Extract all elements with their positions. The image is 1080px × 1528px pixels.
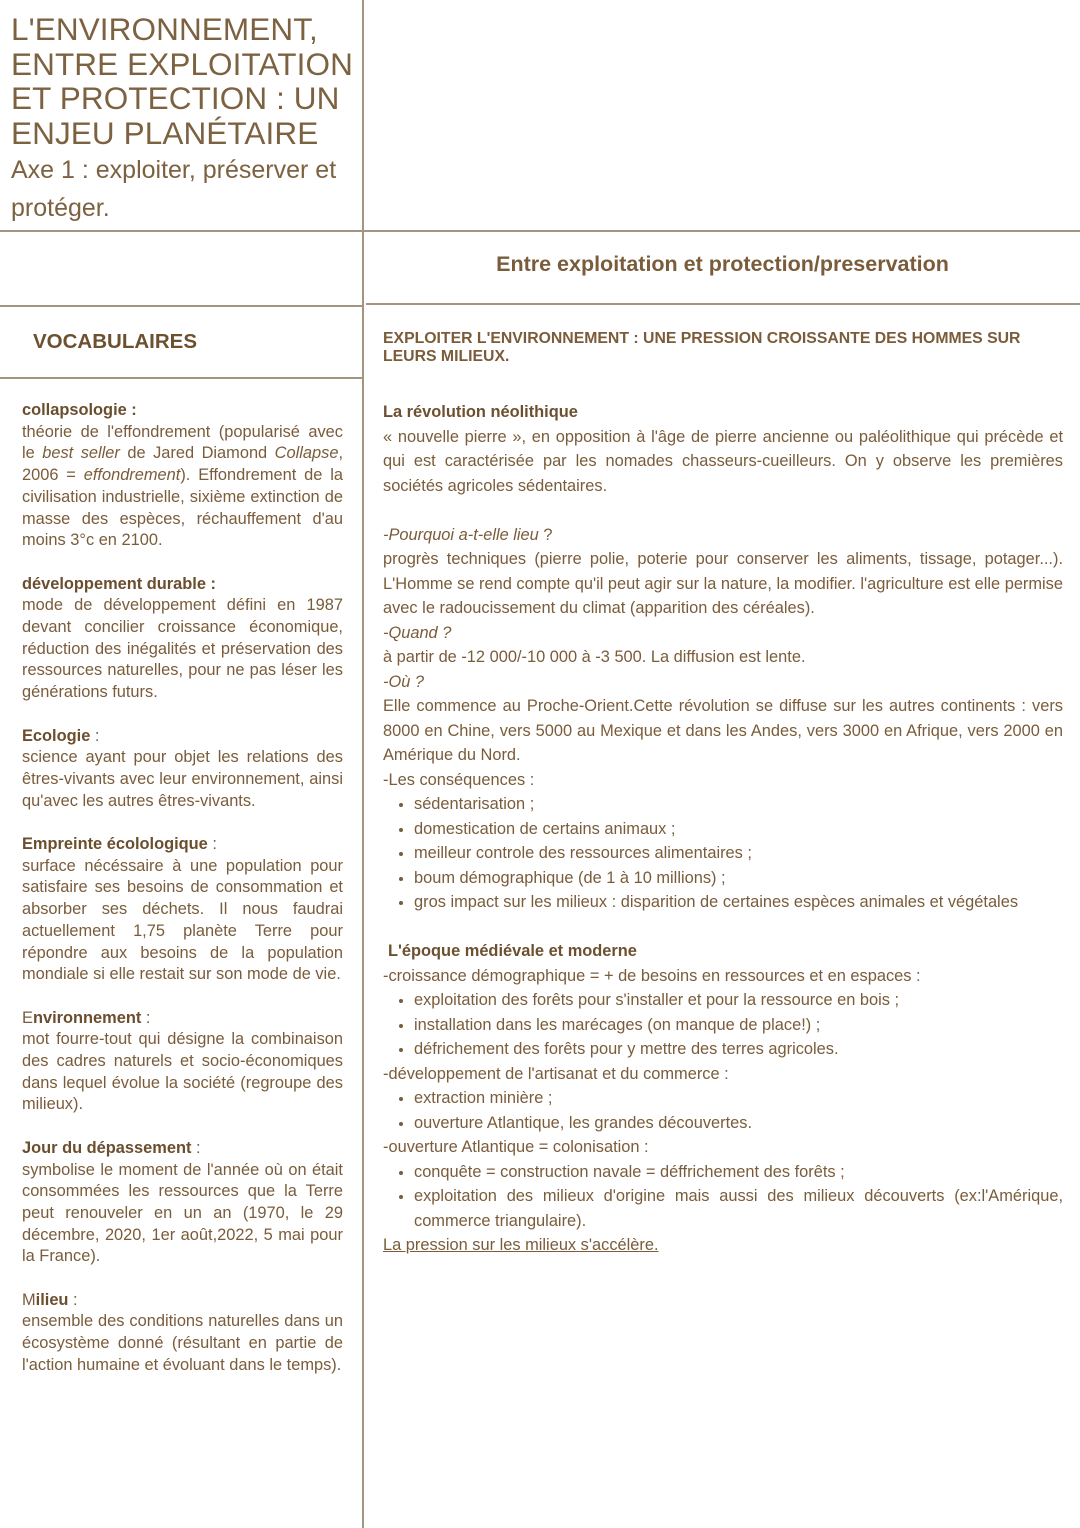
term-name: nvironnement	[32, 1008, 142, 1027]
vocab-term: Empreinte écolologique : surface nécéssaire à une population pour satisfaire ses besoins de consommation et absorber ses déchets. Il nous faudrai actuellement 1,75 planète Terre pour répondre aux besoins de la population mondiale si elle restait sur son mode de vie.	[22, 834, 343, 986]
header-divider	[0, 230, 1080, 232]
term-definition: science ayant pour objet les relations des êtres-vivants avec leur environnement, ainsi qu'avec les autres êtres-vivants.	[22, 748, 343, 810]
consequences-list	[383, 792, 1063, 915]
list-item: • meilleur controle des ressources alimentaires ;	[414, 841, 1063, 866]
vocab-term	[22, 400, 343, 552]
vocab-term: Jour du dépassement : symbolise le moment de l'année où on était consommées les ressources que la Terre peut renouveler en un an (1970, le 29 décembre, 2020, 1er août,2022, 5 mai pour la France).	[22, 1138, 343, 1268]
term-definition: mot fourre-tout qui désigne la combinaison des cadres naturels et socio-économiques dans lequel évolue la société (regroupe des milieux).	[22, 1030, 343, 1114]
term-definition: symbolise le moment de l'année où on était consommées les ressources que la Terre peut renouveler en un an (1970, le 29 décembre, 2020, 1er août,2022, 5 mai pour la France).	[22, 1160, 343, 1266]
title-line: ENTRE EXPLOITATION	[11, 45, 353, 82]
left-subheader-divider	[0, 305, 362, 307]
group-label: -croissance démographique = + de besoins en ressources et en espaces :	[383, 966, 921, 985]
right-subheader-divider	[366, 303, 1080, 305]
vocab-term	[22, 574, 343, 704]
title-line: ET PROTECTION : UN	[11, 80, 340, 116]
conclusion: La pression sur les milieux s'accélère.	[383, 1236, 659, 1254]
main-content	[383, 400, 1063, 1258]
list-item: • exploitation des forêts pour s'installer et pour la ressource en bois ;	[414, 988, 1063, 1013]
term-name: ilieu	[35, 1290, 69, 1309]
group-list	[383, 1086, 1063, 1135]
neolithic-intro: « nouvelle pierre », en opposition à l'âge de pierre ancienne ou paléolithique qui précède et qui est caractérisée par les nomades chasseurs-cueilleurs. On y observe les premières sociétés agricoles sédentaires.	[383, 427, 1063, 495]
term-definition: mode de développement défini en 1987 devant concilier croissance économique, réduction des inégalités et préservation des ressources naturelles, pour ne pas léser les générations futurs.	[22, 596, 343, 702]
list-item: • installation dans les marécages (on manque de place!) ;	[414, 1013, 1063, 1038]
vocab-heading: VOCABULAIRES	[33, 330, 198, 353]
title-line: ENJEU PLANÉTAIRE	[11, 114, 319, 151]
where-answer: Elle commence au Proche-Orient.Cette révolution se diffuse sur les autres continents : vers 8000 en Chine, vers 5000 au Mexique et dans les Andes, vers 3000 en Afrique, vers 2000 en Amérique du Nord.	[383, 697, 1063, 764]
why-question: -Pourquoi a-t-elle lieu ?	[383, 525, 553, 544]
vocab-term: Ecologie : science ayant pour objet les relations des êtres-vivants avec leur environnement, ainsi qu'avec les autres êtres-vivants.	[22, 726, 343, 813]
list-item: • sédentarisation ;	[414, 792, 1063, 817]
title-line: L'ENVIRONNEMENT,	[11, 11, 318, 47]
when-question: -Quand ?	[383, 623, 452, 642]
list-item: • conquête = construction navale = déffrichement des forêts ;	[414, 1160, 1063, 1185]
section-title: EXPLOITER L'ENVIRONNEMENT : UNE PRESSION CROISSANTE DES HOMMES SUR LEURS MILIEUX.	[383, 330, 1021, 365]
medieval-heading: L'époque médiévale et moderne	[388, 942, 637, 960]
list-item: • exploitation des milieux d'origine mais aussi des milieux découverts (ex:l'Amérique, commerce triangulaire).	[414, 1184, 1063, 1233]
consequences-label: -Les conséquences :	[383, 770, 535, 789]
when-answer: à partir de -12 000/-10 000 à -3 500. La diffusion est lente.	[383, 648, 806, 666]
where-question: -Où ?	[383, 672, 424, 691]
list-item: • extraction minière ;	[414, 1086, 1063, 1111]
group-label: -ouverture Atlantique = colonisation :	[383, 1138, 649, 1156]
group-list	[383, 988, 1063, 1062]
list-item: • ouverture Atlantique, les grandes découvertes.	[414, 1111, 1063, 1136]
term-name: Jour du dépassement	[22, 1138, 192, 1157]
list-item: • boum démographique (de 1 à 10 millions) ;	[414, 866, 1063, 891]
why-answer: progrès techniques (pierre polie, poterie pour conserver les aliments, tissage, potager...). L'Homme se rend compte qu'il peut agir sur la nature, la modifier. l'agriculture est elle permise avec le radoucissement du climat (apparition des céréales).	[383, 550, 1063, 617]
term-name: Empreinte écolologique	[22, 835, 208, 854]
vocab-term: Environnement : mot fourre-tout qui désigne la combinaison des cadres naturels et socio-économiques dans lequel évolue la société (regroupe des milieux).	[22, 1008, 343, 1117]
term-name: collapsologie :	[22, 401, 137, 419]
vocab-term: Milieu : ensemble des conditions naturelles dans un écosystème donné (résultant en partie de l'action humaine et évoluant dans le temps).	[22, 1290, 343, 1377]
term-definition: ensemble des conditions naturelles dans un écosystème donné (résultant en partie de l'action humaine et évoluant dans le temps).	[22, 1312, 343, 1374]
term-definition: théorie de l'effondrement (popularisé avec le best seller de Jared Diamond Collapse, 2006 = effondrement). Effondrement de la civilisation industrielle, sixième extinction de masse des espèces, réchauffement d'au moins 3°c en 2100.	[22, 422, 344, 550]
vocab-header-divider	[0, 377, 362, 379]
list-item: • gros impact sur les milieux : disparition de certaines espèces animales et végétales	[414, 890, 1063, 915]
group-label: -développement de l'artisanat et du commerce :	[383, 1064, 729, 1083]
term-definition: surface nécéssaire à une population pour satisfaire ses besoins de consommation et absorber ses déchets. Il nous faudrai actuellement 1,75 planète Terre pour répondre aux besoins de la population mondiale si elle restait sur son mode de vie.	[22, 856, 343, 984]
term-name: développement durable :	[22, 574, 216, 593]
title-block	[11, 12, 361, 227]
page-subtitle: Axe 1 : exploiter, préserver et protéger.	[11, 156, 337, 222]
group-list	[383, 1160, 1063, 1234]
page-title	[11, 12, 361, 150]
vocab-list	[22, 400, 343, 1398]
right-column-heading: Entre exploitation et protection/preservation	[496, 252, 949, 276]
list-item: • défrichement des forêts pour y mettre des terres agricoles.	[414, 1037, 1063, 1062]
neolithic-heading: La révolution néolithique	[383, 403, 578, 421]
term-name: Ecologie	[22, 726, 91, 745]
list-item: • domestication de certains animaux ;	[414, 817, 1063, 842]
